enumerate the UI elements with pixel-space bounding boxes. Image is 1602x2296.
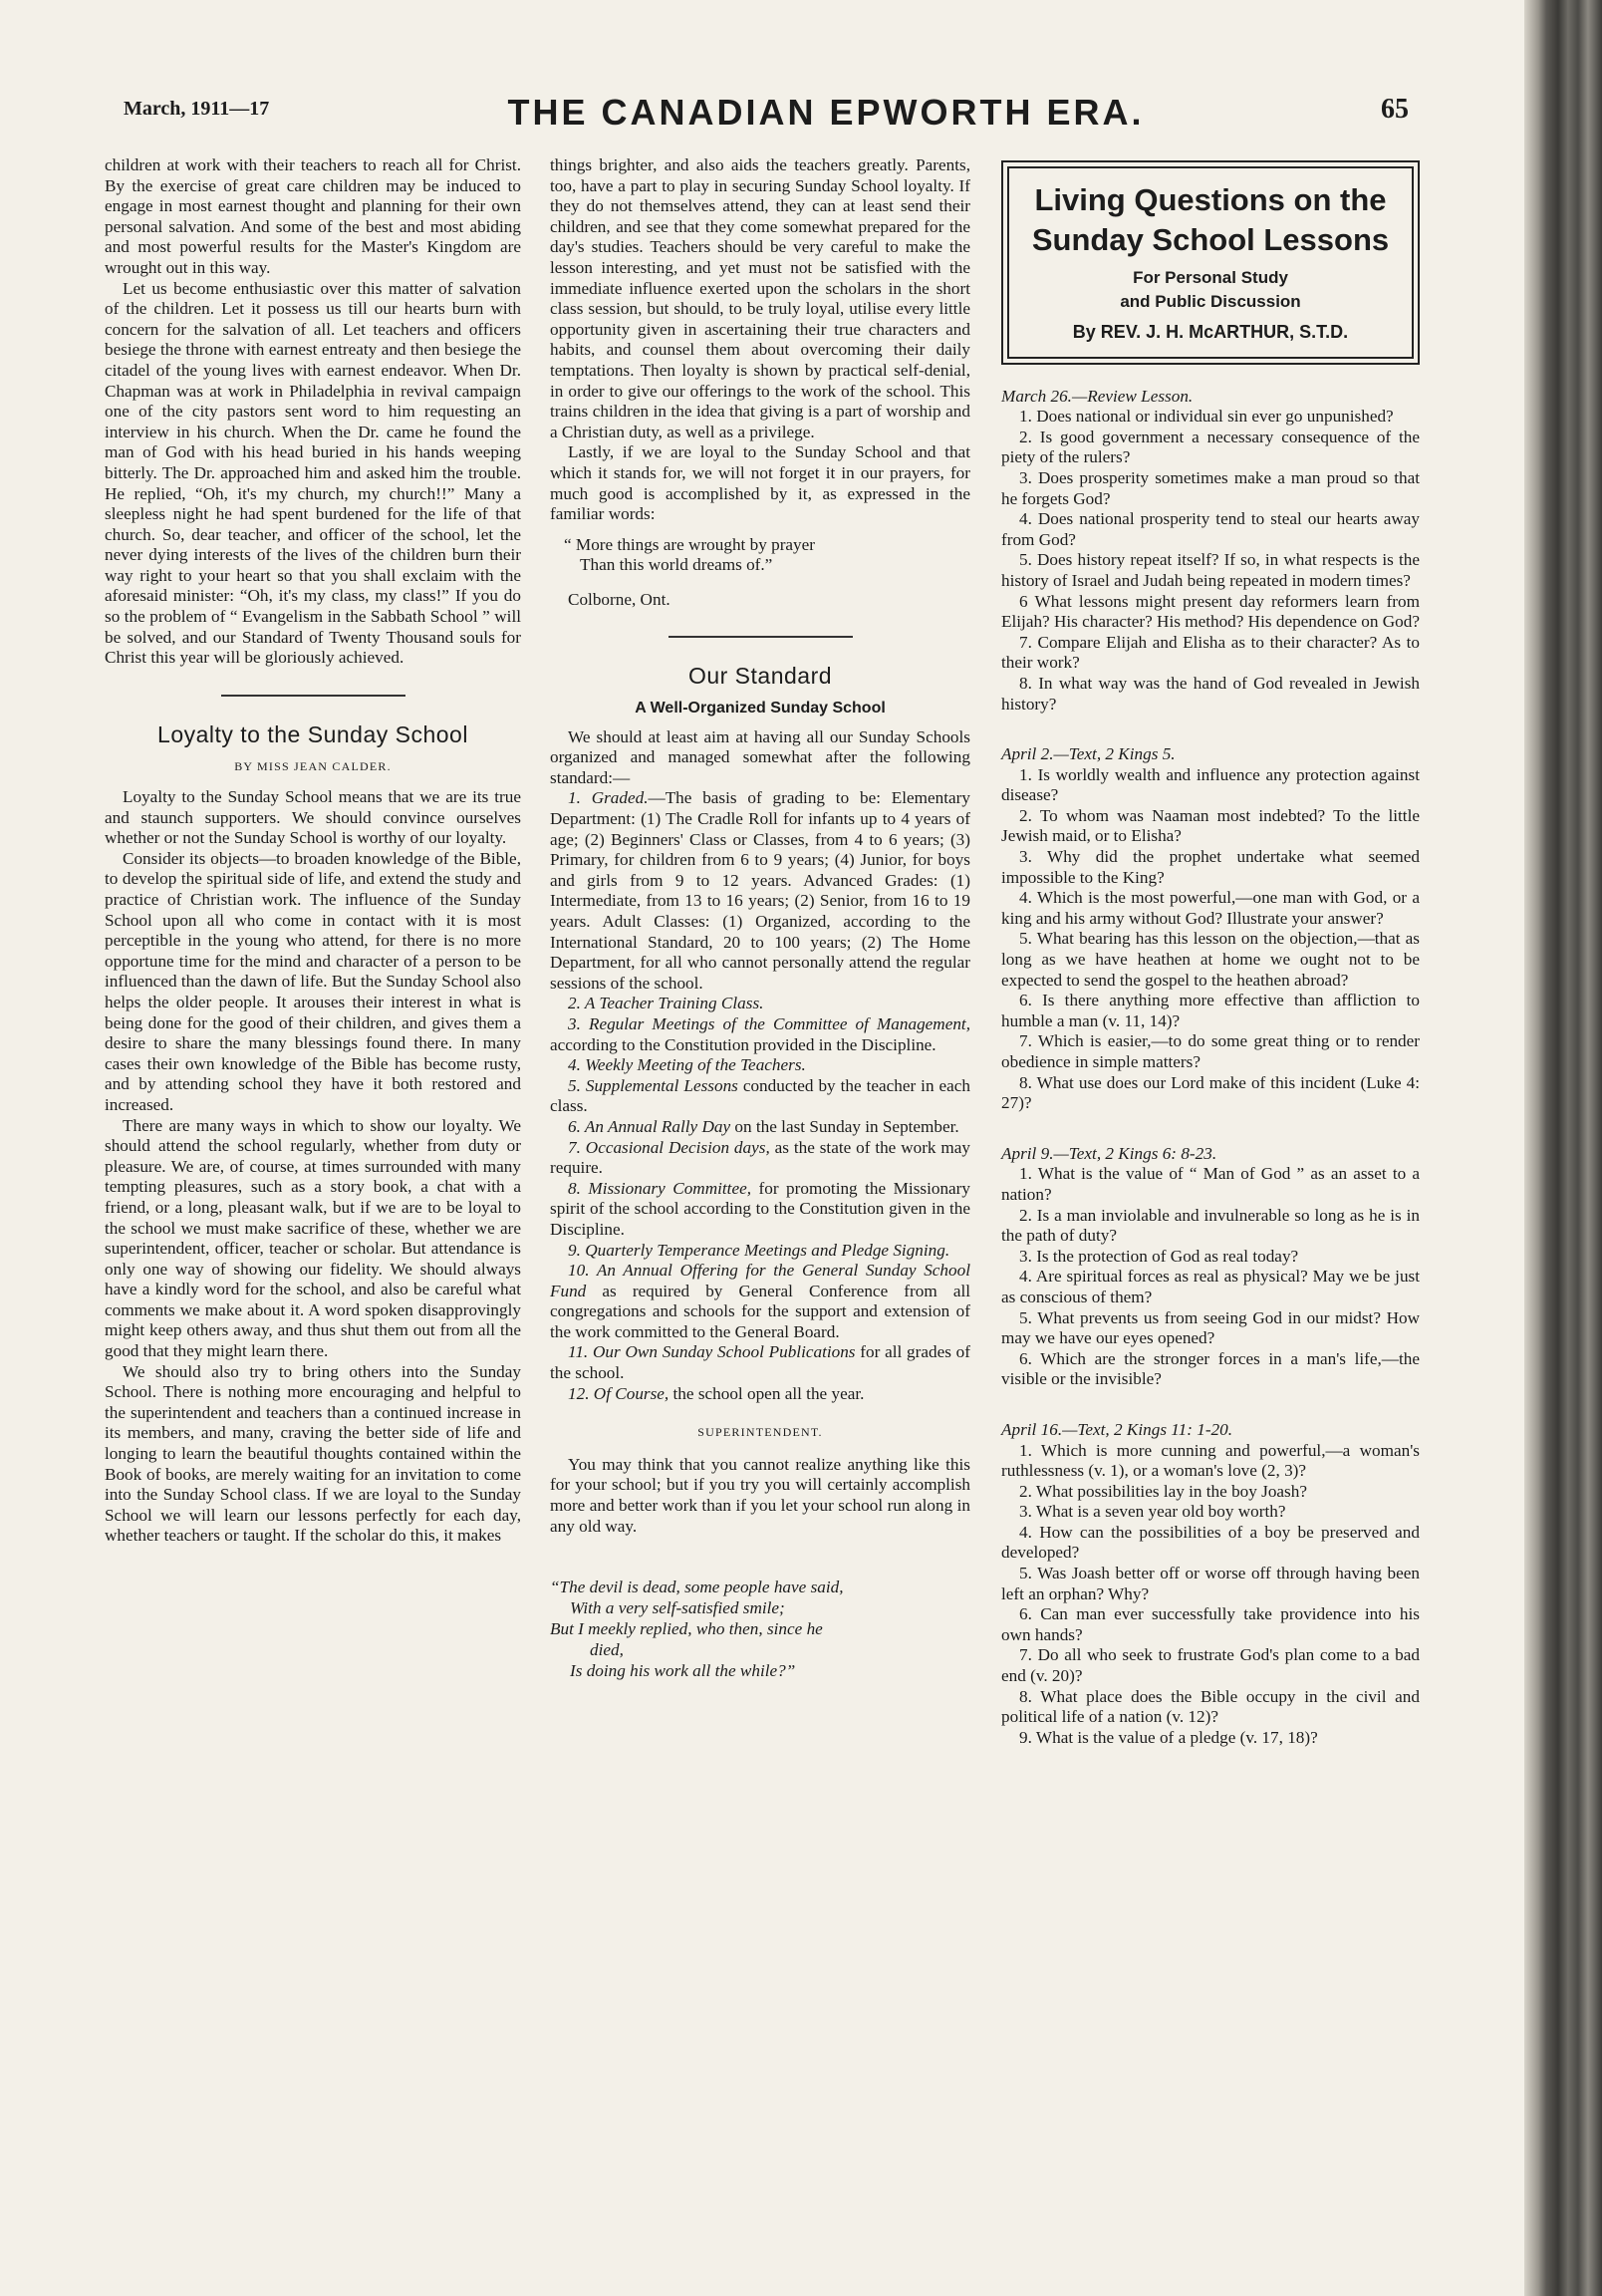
section-divider bbox=[668, 636, 853, 638]
standard-item bbox=[550, 994, 970, 1014]
verse-line: Than this world dreams of.” bbox=[580, 555, 773, 575]
verse-line: “ More things are wrought by prayer bbox=[564, 534, 816, 554]
lesson-question: 4. How can the possibilities of a boy be preserved and developed? bbox=[1001, 1522, 1420, 1563]
lesson-question: 7. Compare Elijah and Elisha as to their character? As to their work? bbox=[1001, 632, 1420, 673]
lesson-question: 1. Which is more cunning and powerful,—a woman's ruthlessness (v. 1), or a woman's love (2, 3)? bbox=[1001, 1440, 1420, 1481]
standard-item-label: 5. Supplemental Lessons bbox=[568, 1075, 738, 1095]
lesson-question: 4. Are spiritual forces as real as physical? May we be just as conscious of them? bbox=[1001, 1267, 1420, 1306]
standard-item-label: 2. A Teacher Training Class. bbox=[568, 994, 764, 1013]
poem-line: “The devil is dead, some people have said, bbox=[550, 1578, 844, 1597]
living-questions-box-inner bbox=[1007, 166, 1414, 359]
lesson-question: 8. What place does the Bible occupy in the civil and political life of a nation (v. 12)? bbox=[1001, 1686, 1420, 1727]
lesson-question: 5. Was Joash better off or worse off through having been left an orphan? Why? bbox=[1001, 1564, 1420, 1603]
standard-item-text: for all grades of the school. bbox=[550, 1342, 970, 1383]
living-questions-box bbox=[1001, 160, 1420, 365]
box-subtitle-line: and Public Discussion bbox=[1120, 292, 1301, 311]
article-paragraph: There are many ways in which to show our loyalty. We should attend the school regularly, whether from duty or pleasure. We are, of course, at times surrounded with many tempting pleasures, such as a story book, a chat with a friend, or a long, pleasant walk, but if we are to be loyal to the school we must make sacrifice of these, whether we are superintendent, officer, teacher or scholar. But attendance is only one way of showing our fidelity. We should always have a kindly word for the school, and also be careful what comments we make about it. A word spoken disapprovingly might keep others away, and thus shut them out from all the good that they might learn there. bbox=[105, 1115, 521, 1361]
standard-item-label: 4. Weekly Meeting of the Teachers. bbox=[568, 1055, 806, 1075]
poem-line: But I meekly replied, who then, since he bbox=[550, 1619, 823, 1639]
standard-item-label: 10. An Annual Offering for the General Sunday School Fund bbox=[550, 1261, 970, 1300]
lesson-list bbox=[1001, 387, 1420, 1749]
lesson-block bbox=[1001, 744, 1420, 1114]
poem-line: died, bbox=[590, 1640, 624, 1660]
loyalty-byline: BY MISS JEAN CALDER. bbox=[234, 759, 392, 774]
lesson-heading: April 16.—Text, 2 Kings 11: 1-20. bbox=[1001, 1419, 1233, 1439]
lesson-question: 3. What is a seven year old boy worth? bbox=[1019, 1502, 1286, 1522]
column-left bbox=[105, 155, 521, 1547]
article-paragraph: We should at least aim at having all our Sunday Schools organized and managed somewhat after the following standard:— bbox=[550, 726, 970, 787]
lesson-block bbox=[1001, 1420, 1420, 1749]
quoted-verse bbox=[564, 535, 970, 576]
lesson-question: 6. Which are the stronger forces in a man's life,—the visible or the invisible? bbox=[1001, 1348, 1420, 1389]
lesson-question: 1. Does national or individual sin ever go unpunished? bbox=[1019, 407, 1394, 427]
standard-item-label: 6. An Annual Rally Day bbox=[568, 1116, 731, 1136]
lesson-question: 3. Does prosperity sometimes make a man proud so that he forgets God? bbox=[1001, 467, 1420, 508]
standard-item-label: 12. Of Course, bbox=[568, 1383, 669, 1403]
standard-item-text: on the last Sunday in September. bbox=[730, 1116, 959, 1136]
page-number: 65 bbox=[1381, 94, 1409, 125]
standard-item bbox=[550, 1014, 970, 1055]
standard-item-text: according to the Constitution provided in the Discipline. bbox=[550, 1034, 936, 1054]
lesson-heading: April 2.—Text, 2 Kings 5. bbox=[1001, 744, 1176, 764]
lesson-question: 5. What bearing has this lesson on the objection,—that as long as we have heathen at home we ought not to be expected to send the gospel to the heathen abroad? bbox=[1001, 929, 1420, 990]
lesson-block bbox=[1001, 387, 1420, 716]
lesson-question: 6 What lessons might present day reformers learn from Elijah? His character? His method? His dependence on God? bbox=[1001, 591, 1420, 632]
superintendent-label: SUPERINTENDENT. bbox=[697, 1425, 823, 1440]
standard-item bbox=[550, 1117, 970, 1138]
lesson-question: 8. What use does our Lord make of this incident (Luke 4: 27)? bbox=[1001, 1072, 1420, 1113]
standard-item bbox=[550, 1342, 970, 1383]
article-paragraph: children at work with their teachers to reach all for Christ. By the exercise of great care children may be induced to engage in most earnest thought and planning for their own personal salvation. And some of the best and most abiding and most powerful results for the Master's Kingdom are wrought out in this way. bbox=[105, 155, 521, 277]
lesson-question: 7. Which is easier,—to do some great thing or to render obedience in simple matters? bbox=[1001, 1031, 1420, 1071]
box-title-line: Living Questions on the bbox=[1034, 182, 1387, 217]
article-paragraph: Consider its objects—to broaden knowledge of the Bible, to develop the spiritual side of life, and extend the study and practice of Christian work. The influence of the Sunday School upon all who come in contact with it is most perceptible in the young who attend, for there is no more opportune time for the mind and character of a person to be influenced than the dawn of life. But the Sunday School also helps the older people. It arouses their interest in what is being done for the good of their children, and gives them a desire to share the many blessings found there. In many cases their own knowledge of the Bible has become rusty, and by attending school they have it both restored and increased. bbox=[105, 848, 521, 1114]
column-middle bbox=[550, 155, 970, 1681]
standard-item bbox=[550, 1384, 970, 1405]
standard-item-text: for promoting the Missionary spirit of the school according to the Constitution given in the Discipline. bbox=[550, 1178, 970, 1239]
lesson-question: 3. Why did the prophet undertake what seemed impossible to the King? bbox=[1001, 847, 1420, 887]
standard-item bbox=[550, 1261, 970, 1342]
magazine-title: THE CANADIAN EPWORTH ERA. bbox=[507, 92, 1145, 133]
column-right bbox=[1001, 155, 1420, 1778]
standard-list bbox=[550, 788, 970, 1404]
standard-item-label: 7. Occasional Decision days, bbox=[568, 1137, 770, 1157]
running-header bbox=[124, 92, 1409, 140]
lesson-block bbox=[1001, 1144, 1420, 1390]
standard-item-label: 9. Quarterly Temperance Meetings and Pledge Signing. bbox=[568, 1240, 950, 1260]
lesson-question: 8. In what way was the hand of God revealed in Jewish history? bbox=[1001, 673, 1420, 714]
lesson-question: 9. What is the value of a pledge (v. 17, 18)? bbox=[1019, 1727, 1318, 1747]
lesson-question: 5. What prevents us from seeing God in our midst? How may we have our eyes opened? bbox=[1001, 1307, 1420, 1348]
article-paragraph: Loyalty to the Sunday School means that we are its true and staunch supporters. We should convince ourselves whether or not the Sunday School is worthy of our loyalty. bbox=[105, 787, 521, 848]
poem-line: Is doing his work all the while?” bbox=[570, 1661, 796, 1681]
standard-item-text: as required by General Conference from all congregations and schools for the support and extension of the work committed to the General Board. bbox=[550, 1281, 970, 1341]
lesson-question: 6. Can man ever successfully take providence into his own hands? bbox=[1001, 1604, 1420, 1644]
lesson-question: 2. Is good government a necessary consequence of the piety of the rulers? bbox=[1001, 427, 1420, 467]
lesson-question: 6. Is there anything more effective than affliction to humble a man (v. 11, 14)? bbox=[1001, 991, 1420, 1030]
standard-item-label: 1. Graded. bbox=[568, 788, 649, 808]
closing-poem bbox=[550, 1577, 970, 1681]
standard-item bbox=[550, 1179, 970, 1241]
issue-date: March, 1911—17 bbox=[124, 98, 270, 120]
lesson-question: 3. Is the protection of God as real today? bbox=[1019, 1246, 1299, 1266]
article-paragraph: things brighter, and also aids the teachers greatly. Parents, too, have a part to play in securing Sunday School loyalty. If they do not themselves attend, they can at least send their children, and see that they come somewhat prepared for the day's studies. Teachers should be very careful to make the lesson interesting, and yet must not be satisfied with the immediate influence exerted upon the scholars in the short class session, but should, to be truly loyal, utilise every little opportunity given in ascertaining their true characters and habits, and counsel them about overcoming their daily temptations. Then loyalty is shown by practical self-denial, in order to give our offerings to the work of the school. This trains children in the idea that giving is a part of worship and a Christian duty, as well as a privilege. bbox=[550, 155, 970, 441]
lesson-question: 2. To whom was Naaman most indebted? To the little Jewish maid, or to Elisha? bbox=[1001, 805, 1420, 846]
standard-item bbox=[550, 1076, 970, 1117]
lesson-question: 1. Is worldly wealth and influence any protection against disease? bbox=[1001, 764, 1420, 805]
standard-item bbox=[550, 1055, 970, 1076]
poem-line: With a very self-satisfied smile; bbox=[570, 1598, 785, 1618]
standard-item-text: as the state of the work may require. bbox=[550, 1137, 971, 1178]
standard-item-label: 8. Missionary Committee, bbox=[568, 1178, 751, 1198]
lesson-question: 7. Do all who seek to frustrate God's plan come to a bad end (v. 20)? bbox=[1001, 1645, 1420, 1686]
loyalty-article-title: Loyalty to the Sunday School bbox=[157, 720, 468, 747]
standard-item-text: —The basis of grading to be: Elementary Department: (1) The Cradle Roll for infants up to 4 years of age; (2) Beginners' Class or Classes, from 4 to 6 years; (3) Primary, for children from 6 to 9 years; (4) Junior, for boys and girls from 9 to 12 years. Advanced Grades: (1) Intermediate, from 13 to 16 years; (2) Senior, from 16 to 19 years. Adult Classes: (1) Organized, according to the International Standard, 20 to 100 years; (2) The Home Department, for all who cannot personally attend the regular sessions of the school. bbox=[550, 788, 970, 993]
lesson-question: 2. Is a man inviolable and invulnerable so long as he is in the path of duty? bbox=[1001, 1205, 1420, 1246]
standard-subtitle: A Well-Organized Sunday School bbox=[635, 700, 886, 718]
book-binding-edge bbox=[1524, 0, 1602, 2296]
lesson-question: 1. What is the value of “ Man of God ” as an asset to a nation? bbox=[1001, 1164, 1420, 1204]
article-paragraph: We should also try to bring others into the Sunday School. There is nothing more encouraging and helpful to the superintendent and teachers than a continued increase in its members, and many, craving the better side of life and longing to learn the beautiful thoughts contained within the Book of books, are merely waiting for an invitation to come into the Sunday School class. If we are loyal to the Sunday School we will learn our lessons perfectly for each day, whether teachers or taught. If the scholar do this, it makes bbox=[105, 1361, 521, 1546]
lesson-question: 2. What possibilities lay in the boy Joash? bbox=[1019, 1481, 1307, 1501]
standard-item bbox=[550, 788, 970, 994]
box-author: By REV. J. H. McARTHUR, S.T.D. bbox=[1072, 322, 1349, 342]
standard-article-title: Our Standard bbox=[687, 663, 833, 690]
standard-item bbox=[550, 1138, 970, 1179]
lesson-question: 4. Which is the most powerful,—one man with God, or a king and his army without God? Illustrate your answer? bbox=[1001, 888, 1420, 928]
standard-item-label: 11. Our Own Sunday School Publications bbox=[568, 1342, 856, 1362]
standard-item-text: the school open all the year. bbox=[668, 1383, 865, 1403]
section-divider bbox=[221, 695, 405, 697]
lesson-question: 5. Does history repeat itself? If so, in what respects is the history of Israel and Judah being repeated in modern times? bbox=[1001, 550, 1420, 590]
article-paragraph: Let us become enthusiastic over this matter of salvation of the children. Let it possess us till our hearts burn with concern for the salvation of all. Let teachers and officers besiege the throne with earnest entreaty and then besiege the citadel of the young lives with earnest endeavor. When Dr. Chapman was at work in Philadelphia in revival campaign one of the city pastors sent word to him requesting an interview in his church. When the Dr. came he found the man of God with his head buried in his hands weeping bitterly. The Dr. approached him and asked him the trouble. He replied, “Oh, it's my church, my church!!” Many a sleepless night he had spent burdened for the life of that church. So, dear teacher, and officer of the school, let the never dying interests of the lives of the children burn their way right to your heart so that you shall exclaim with the aforesaid minister: “Oh, it's my class, my class!” If you do so the problem of “ Evangelism in the Sabbath School ” will be solved, and our Standard of Twenty Thousand souls for Christ this year will be gloriously achieved. bbox=[105, 278, 521, 668]
article-paragraph: You may think that you cannot realize anything like this for your school; but if you try you will certainly accomplish more and better work than if you let your school run along in any old way. bbox=[550, 1454, 970, 1536]
lesson-heading: March 26.—Review Lesson. bbox=[1001, 386, 1194, 406]
lesson-heading: April 9.—Text, 2 Kings 6: 8-23. bbox=[1001, 1143, 1217, 1163]
author-location: Colborne, Ont. bbox=[568, 589, 670, 609]
standard-item-label: 3. Regular Meetings of the Committee of Management, bbox=[568, 1013, 970, 1033]
box-title-line: Sunday School Lessons bbox=[1031, 222, 1390, 257]
standard-item-text: conducted by the teacher in each class. bbox=[550, 1075, 971, 1116]
standard-item bbox=[550, 1241, 970, 1262]
lesson-question: 4. Does national prosperity tend to steal our hearts away from God? bbox=[1001, 509, 1420, 549]
box-subtitle-line: For Personal Study bbox=[1133, 268, 1288, 287]
article-paragraph: Lastly, if we are loyal to the Sunday School and that which it stands for, we will not forget it in our prayers, for much good is accomplished by it, as expressed in the familiar words: bbox=[550, 442, 970, 524]
